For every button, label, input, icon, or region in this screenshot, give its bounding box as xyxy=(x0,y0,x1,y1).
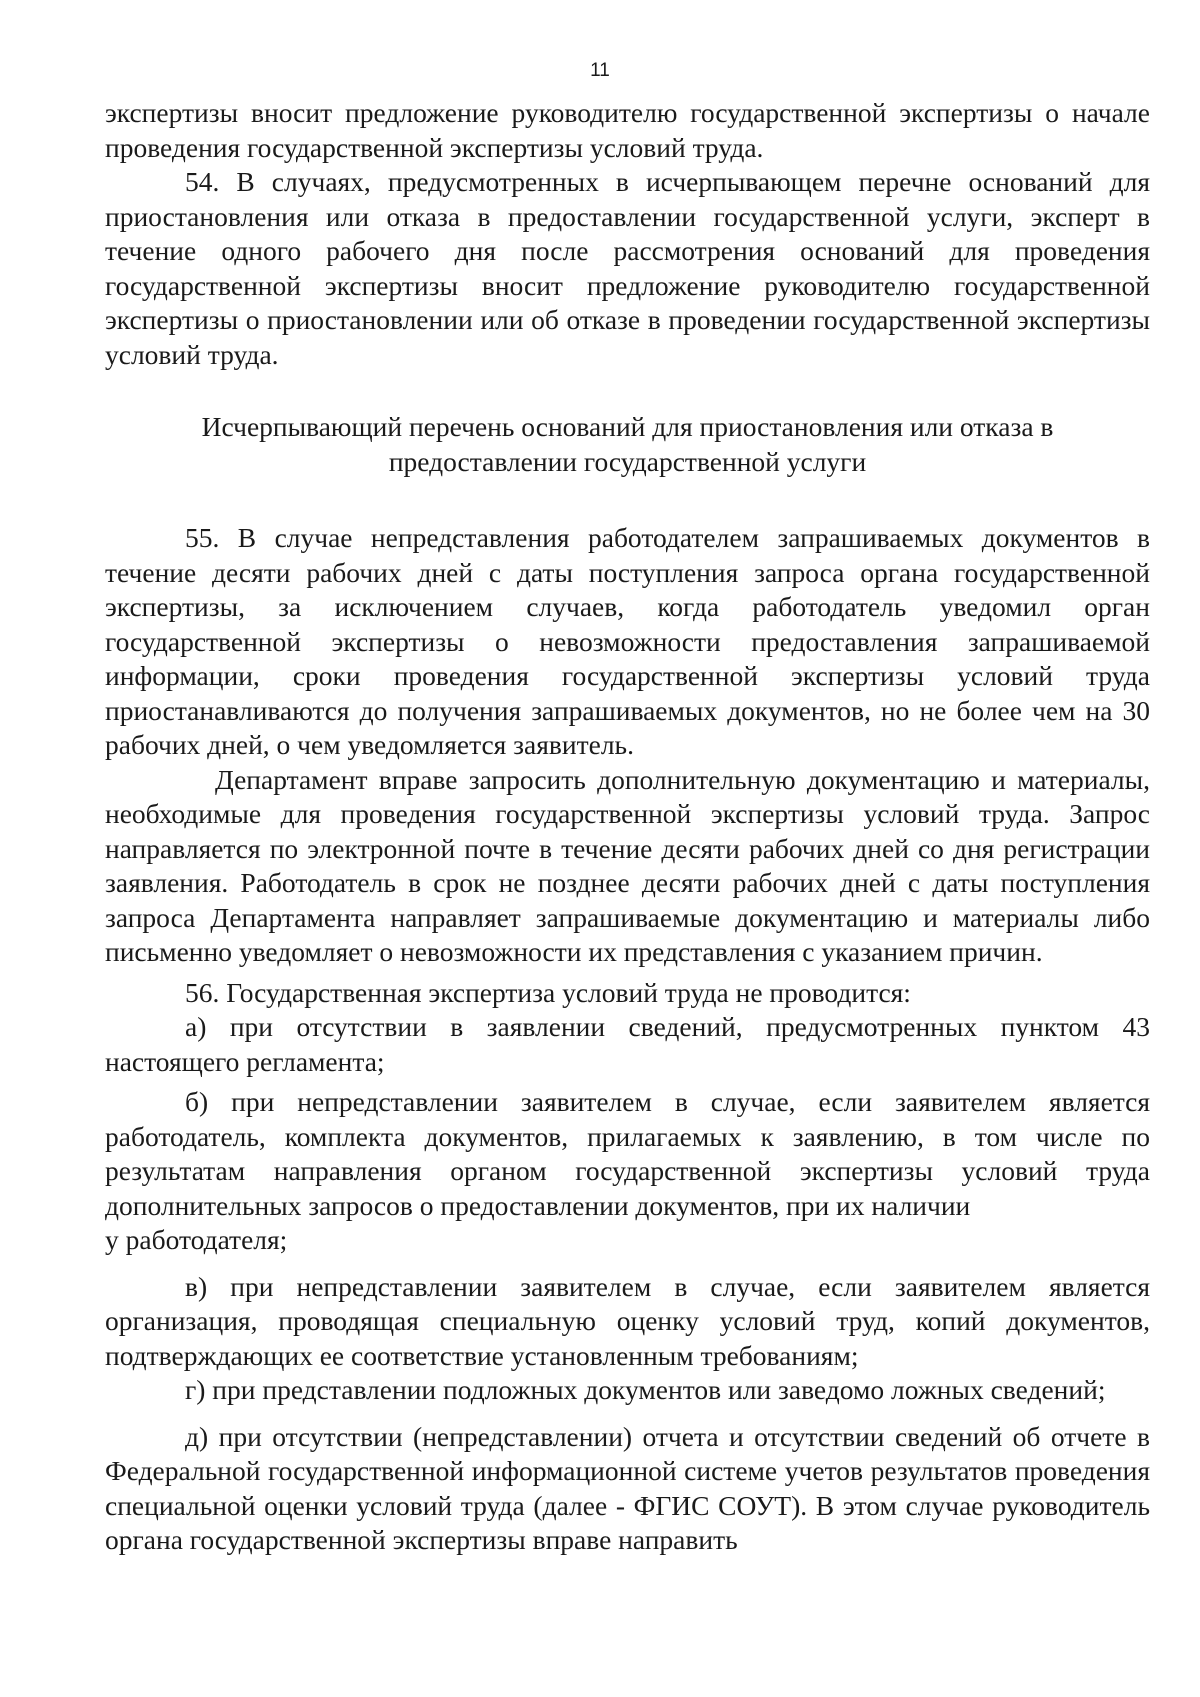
document-body xyxy=(105,96,1150,1558)
section-heading: Исчерпывающий перечень оснований для приостановления или отказа в предоставлении государственной услуги xyxy=(201,411,1054,477)
paragraph-56: 56. Государственная экспертиза условий труда не проводится: xyxy=(185,976,911,1008)
paragraph-continuation: экспертизы вносит предложение руководителю государственной экспертизы о начале проведения государственной экспертизы условий труда. xyxy=(105,97,1150,163)
page-number: 11 xyxy=(590,60,610,81)
item-b-continuation: у работодателя; xyxy=(105,1224,288,1255)
paragraph-55: 55. В случае непредставления работодателем запрашиваемых документов в течение десяти рабочих дней с даты поступления запроса органа государственной экспертизы, за исключением случаев, когда работодатель уведомил орган государственной экспертизы о невозможности предоставления запрашиваемой информации, сроки проведения государственной экспертизы условий труда приостанавливаются до получения запрашиваемых документов, но не более чем на 30 рабочих дней, о чем уведомляется заявитель. xyxy=(105,522,1150,760)
item-a: а) при отсутствии в заявлении сведений, предусмотренных пунктом 43 настоящего регламента; xyxy=(105,1011,1150,1077)
paragraph-department: Департамент вправе запросить дополнительную документацию и материалы, необходимые для проведения государственной экспертизы условий труда. Запрос направляется по электронной почте в течение десяти рабочих дней со дня регистрации заявления. Работодатель в срок не позднее десяти рабочих дней с даты поступления запроса Департамента направляет запрашиваемые документацию и материалы либо письменно уведомляет о невозможности их представления с указанием причин. xyxy=(105,763,1150,967)
item-b: б) при непредставлении заявителем в случае, если заявителем является работодатель, комплекта документов, прилагаемых к заявлению, в том числе по результатам направления органом государственной экспертизы условий труда дополнительных запросов о предоставлении документов, при их наличии xyxy=(105,1086,1150,1221)
item-g: г) при представлении подложных документов или заведомо ложных сведений; xyxy=(185,1374,1106,1405)
item-d: д) при отсутствии (непредставлении) отчета и отсутствии сведений об отчете в Федеральной государственной информационной системе учетов результатов проведения специальной оценки условий труда (далее - ФГИС СОУТ). В этом случае руководитель органа государственной экспертизы вправе направить xyxy=(105,1420,1150,1555)
item-v: в) при непредставлении заявителем в случае, если заявителем является организация, проводящая специальную оценку условий труд, копий документов, подтверждающих ее соответствие установленным требованиям; xyxy=(105,1270,1150,1371)
paragraph-54: 54. В случаях, предусмотренных в исчерпывающем перечне оснований для приостановления или отказа в предоставлении государственной услуги, эксперт в течение одного рабочего дня после рассмотрения оснований для проведения государственной экспертизы вносит предложение руководителю государственной экспертизы о приостановлении или об отказе в проведении государственной экспертизы условий труда. xyxy=(105,166,1150,370)
